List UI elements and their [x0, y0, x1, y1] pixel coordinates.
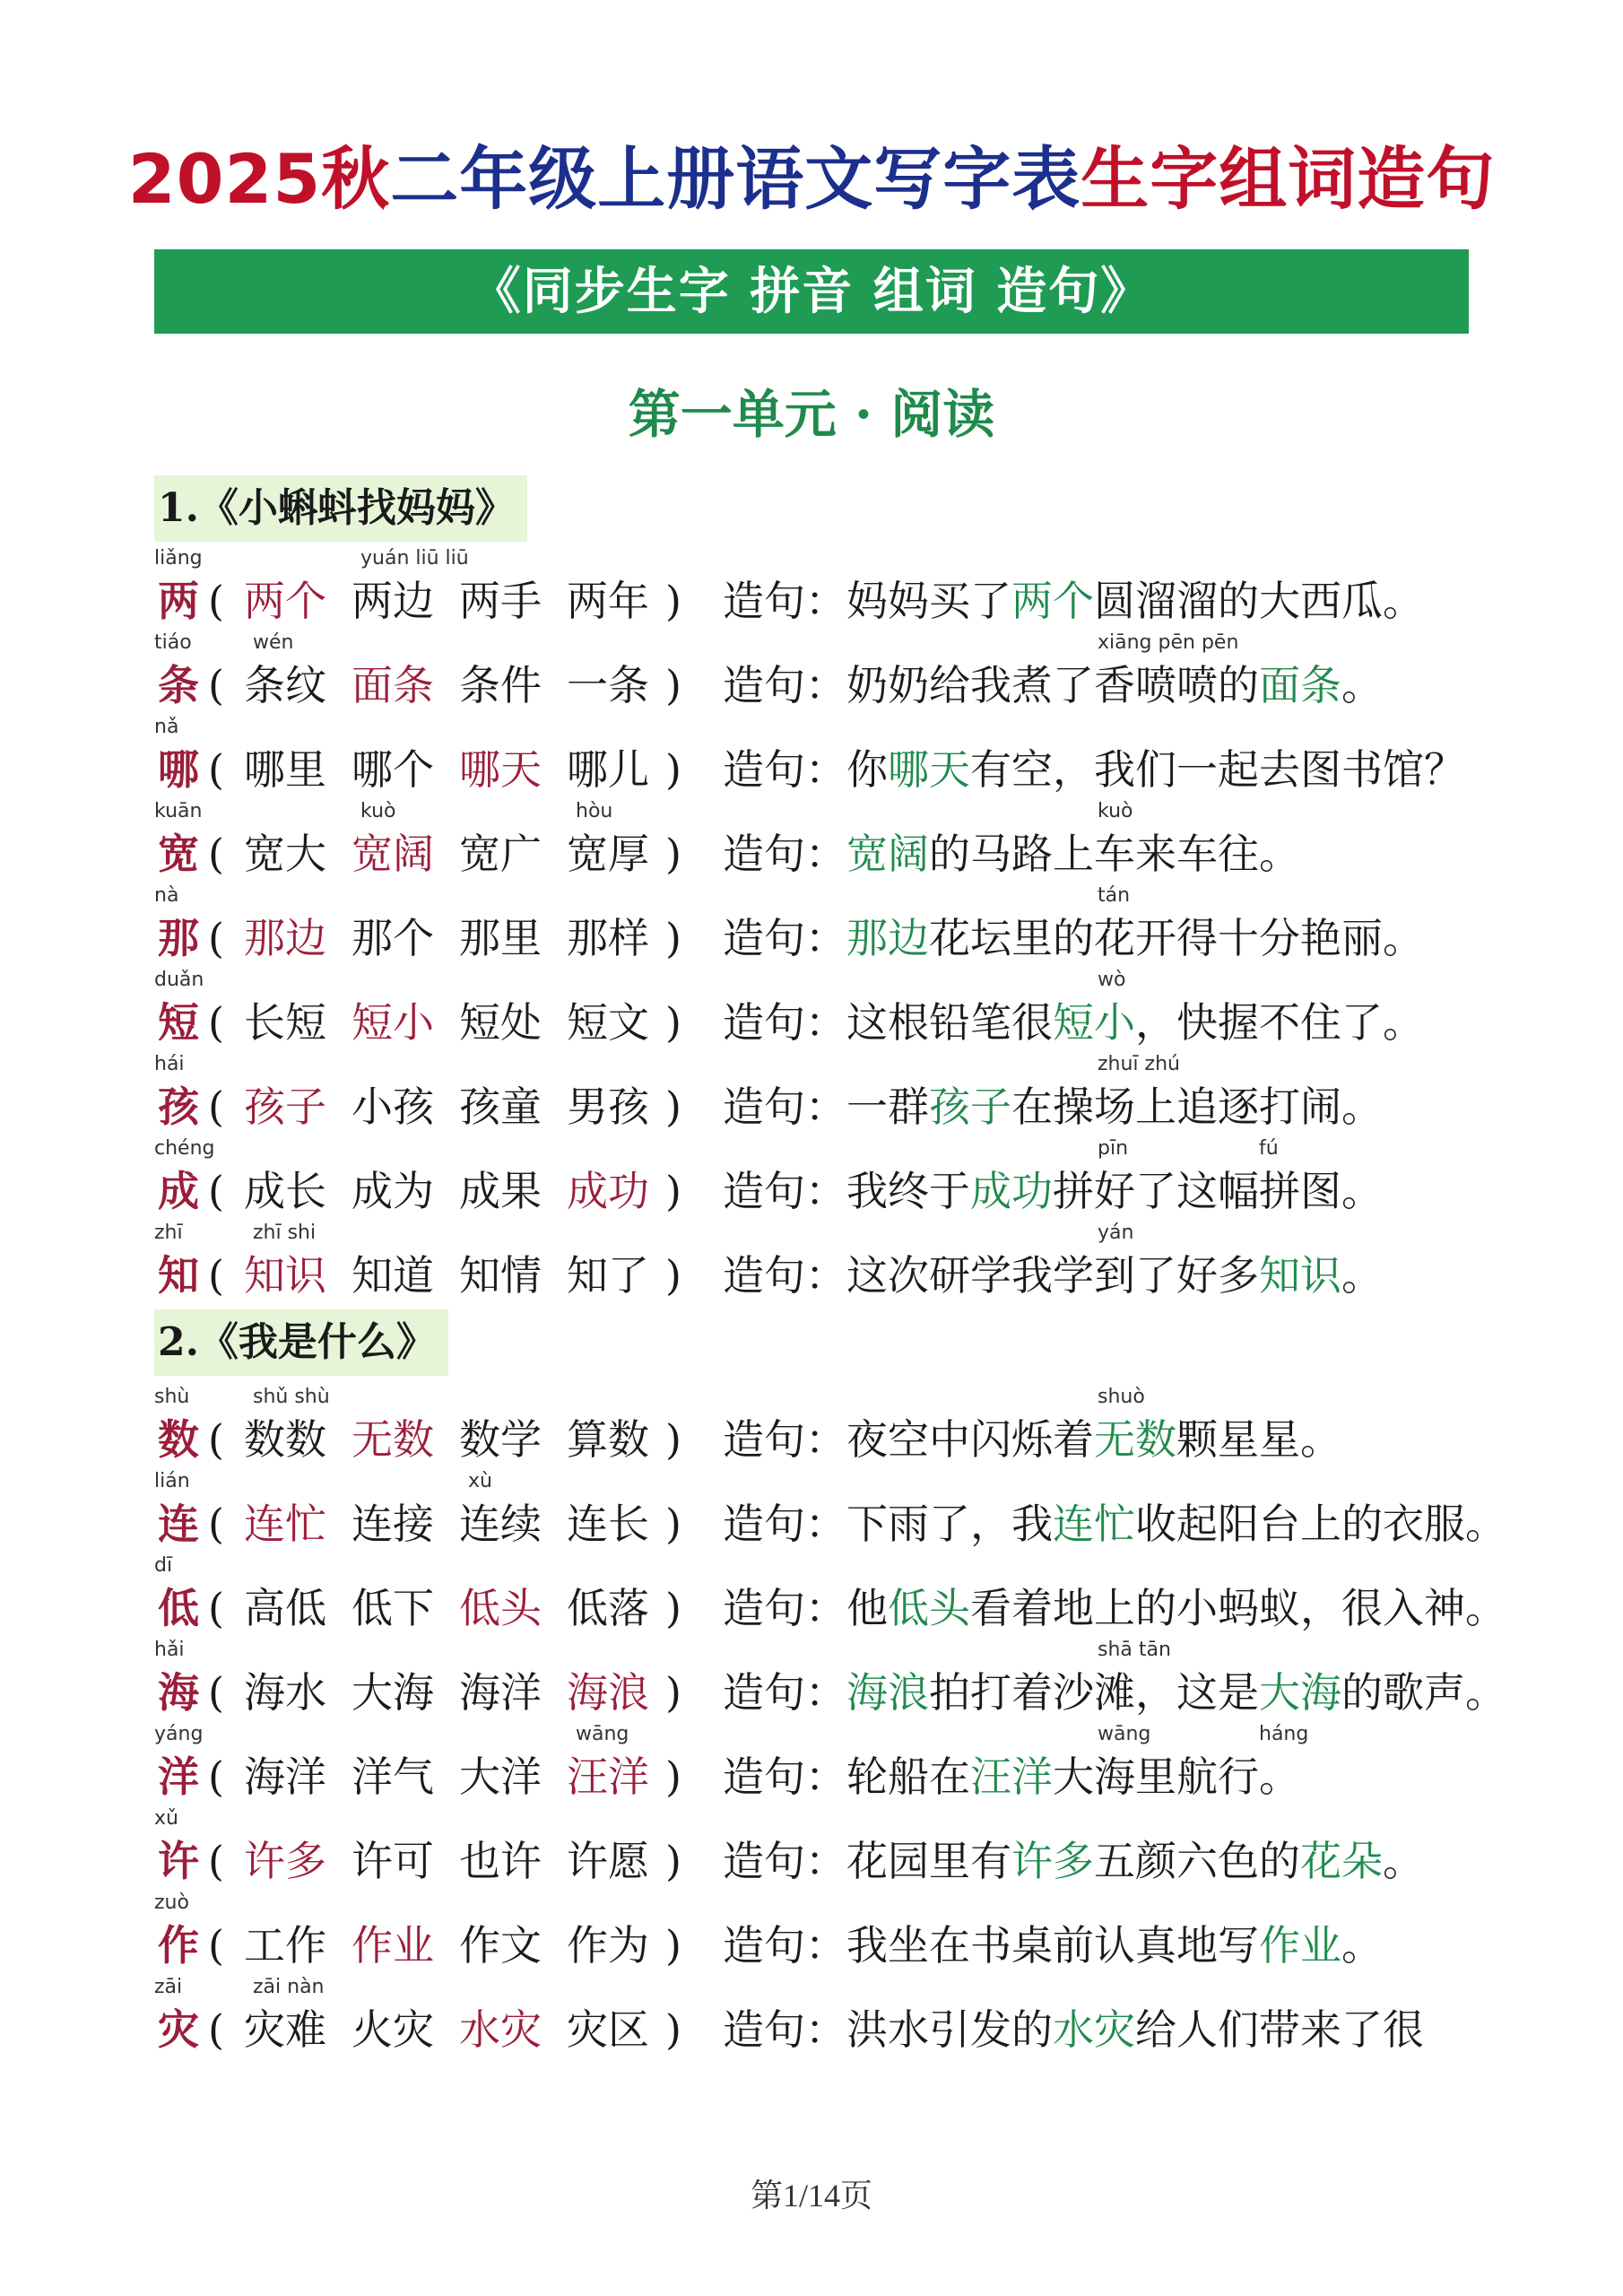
- word-4: 许愿: [567, 1837, 649, 1885]
- vocab-row: [154, 631, 1593, 718]
- sentence-text: 妈妈买了: [846, 577, 1011, 625]
- sentence-text: 奶奶给我煮了香喷喷的: [846, 661, 1259, 709]
- char-pinyin: kuān: [154, 800, 203, 822]
- open-paren: (: [208, 2005, 224, 2054]
- sentence-text: 下雨了，我: [846, 1500, 1053, 1548]
- pinyin-annotation: tán: [1098, 884, 1131, 907]
- word-4: 连长: [567, 1500, 649, 1548]
- word-2: 作业: [352, 1921, 434, 1970]
- sentence-keyword: 作业: [1259, 1921, 1341, 1970]
- word-1: 连忙: [244, 1500, 326, 1548]
- sentence-keyword: 宽阔: [846, 830, 929, 878]
- char-pinyin: lián: [154, 1470, 190, 1492]
- open-paren: (: [208, 1083, 224, 1131]
- close-paren: ): [665, 1251, 681, 1300]
- word-2: 知道: [352, 1251, 434, 1300]
- word-4: 低落: [567, 1584, 649, 1632]
- sentence-keyword: 面条: [1259, 661, 1341, 709]
- vocab-row: [154, 1807, 1593, 1893]
- pinyin-annotation: pīn: [1098, 1137, 1129, 1160]
- new-character: 连: [158, 1500, 199, 1548]
- close-paren: ): [665, 830, 681, 878]
- sentence-label: 造句：: [723, 577, 846, 625]
- word-1: 哪里: [244, 745, 326, 794]
- example-sentence: [846, 1832, 1424, 1890]
- example-sentence: [846, 572, 1424, 630]
- sentence-text: 轮船在: [846, 1752, 970, 1801]
- sentence-label: 造句：: [723, 745, 846, 794]
- open-paren: (: [208, 998, 224, 1047]
- sentence-label: 造句：: [723, 998, 846, 1047]
- vocab-row: [154, 884, 1593, 970]
- word-1: 条纹: [244, 661, 326, 709]
- new-character: 成: [158, 1167, 199, 1215]
- char-pinyin: nǎ: [154, 716, 179, 738]
- lesson-title: 2.《我是什么》: [154, 1309, 448, 1376]
- example-sentence: [846, 909, 1424, 967]
- word-3: 成果: [459, 1167, 542, 1215]
- new-character: 作: [158, 1921, 199, 1970]
- word-1: 两个: [244, 577, 326, 625]
- open-paren: (: [208, 1921, 224, 1970]
- sentence-text: 花坛里的花开得十分艳丽。: [929, 914, 1424, 962]
- sentence-label: 造句：: [723, 661, 846, 709]
- close-paren: ): [665, 577, 681, 625]
- example-sentence: [846, 741, 1465, 798]
- new-character: 那: [158, 914, 199, 962]
- sentence-text: 我坐在书桌前认真地写: [846, 1921, 1259, 1970]
- close-paren: ): [665, 1668, 681, 1717]
- example-sentence: [846, 1411, 1341, 1468]
- char-pinyin: yáng: [154, 1723, 204, 1745]
- sentence-text: 五颜六色的: [1094, 1837, 1300, 1885]
- close-paren: ): [665, 1921, 681, 1970]
- new-character: 低: [158, 1584, 199, 1632]
- word-1: 高低: [244, 1584, 326, 1632]
- sentence-keyword: 许多: [1011, 1837, 1094, 1885]
- open-paren: (: [208, 661, 224, 709]
- open-paren: (: [208, 745, 224, 794]
- close-paren: ): [665, 1167, 681, 1215]
- title-main: 二年级上册语文写字表: [390, 139, 1081, 219]
- new-character: 灾: [158, 2005, 199, 2054]
- pinyin-annotation: xiāng pēn pēn: [1098, 631, 1239, 654]
- pinyin-annotation: zāi nàn: [253, 1976, 325, 1998]
- pinyin-annotation: wāng: [576, 1723, 629, 1745]
- example-sentence: [846, 657, 1383, 714]
- word-3: 数学: [459, 1415, 542, 1464]
- word-3: 低头: [459, 1584, 542, 1632]
- sentence-text: 这根铅笔很: [846, 998, 1053, 1047]
- vocab-row: [154, 1470, 1593, 1556]
- vocab-row: [154, 1137, 1593, 1223]
- subtitle-banner: 《同步生字 拼音 组词 造句》: [154, 249, 1469, 334]
- sentence-keyword: 低头: [888, 1584, 970, 1632]
- page-title: [0, 135, 1623, 224]
- word-1: 许多: [244, 1837, 326, 1885]
- char-pinyin: hǎi: [154, 1639, 185, 1661]
- word-2: 许可: [352, 1837, 434, 1885]
- word-4: 汪洋: [567, 1752, 649, 1801]
- word-3: 作文: [459, 1921, 542, 1970]
- sentence-text: 我终于: [846, 1167, 970, 1215]
- pinyin-annotation: shā tān: [1098, 1639, 1171, 1661]
- word-3: 海洋: [459, 1668, 542, 1717]
- word-4: 宽厚: [567, 830, 649, 878]
- sentence-text: 你: [846, 745, 888, 794]
- pinyin-annotation: yán: [1098, 1222, 1134, 1244]
- sentence-keyword: 无数: [1094, 1415, 1176, 1464]
- close-paren: ): [665, 1837, 681, 1885]
- sentence-label: 造句：: [723, 1251, 846, 1300]
- pinyin-annotation: háng: [1259, 1723, 1309, 1745]
- word-4: 哪儿: [567, 745, 649, 794]
- example-sentence: [846, 1664, 1506, 1721]
- sentence-label: 造句：: [723, 1415, 846, 1464]
- example-sentence: [846, 1579, 1506, 1637]
- word-2: 大海: [352, 1668, 434, 1717]
- open-paren: (: [208, 1668, 224, 1717]
- word-2: 火灾: [352, 2005, 434, 2054]
- sentence-label: 造句：: [723, 1921, 846, 1970]
- sentence-text: 在操场上追逐打闹。: [1011, 1083, 1383, 1131]
- sentence-text: 。: [1341, 661, 1383, 709]
- sentence-text: 有空，我们一起去图书馆？: [970, 745, 1465, 794]
- close-paren: ): [665, 998, 681, 1047]
- word-1: 那边: [244, 914, 326, 962]
- sentence-label: 造句：: [723, 1668, 846, 1717]
- word-3: 知情: [459, 1251, 542, 1300]
- sentence-text: 看着地上的小蚂蚁，很入神。: [970, 1584, 1506, 1632]
- open-paren: (: [208, 577, 224, 625]
- lesson-title: 1.《小蝌蚪找妈妈》: [154, 475, 527, 542]
- open-paren: (: [208, 1415, 224, 1464]
- vocab-row: [154, 1892, 1593, 1978]
- open-paren: (: [208, 1500, 224, 1548]
- word-4: 算数: [567, 1415, 649, 1464]
- sentence-label: 造句：: [723, 1752, 846, 1801]
- word-3: 短处: [459, 998, 542, 1047]
- word-1: 海水: [244, 1668, 326, 1717]
- sentence-keyword: 大海: [1259, 1668, 1341, 1717]
- sentence-text: 一群: [846, 1083, 929, 1131]
- sentence-text: 给人们带来了很: [1135, 2005, 1424, 2054]
- char-pinyin: tiáo: [154, 631, 192, 654]
- sentence-text: 。: [1383, 1837, 1424, 1885]
- sentence-text: 夜空中闪烁着: [846, 1415, 1094, 1464]
- title-year: 2025秋: [127, 139, 391, 219]
- new-character: 哪: [158, 745, 199, 794]
- example-sentence: [846, 825, 1300, 883]
- sentence-label: 造句：: [723, 1837, 846, 1885]
- new-character: 洋: [158, 1752, 199, 1801]
- pinyin-annotation: wāng: [1098, 1723, 1151, 1745]
- new-character: 宽: [158, 830, 199, 878]
- close-paren: ): [665, 661, 681, 709]
- example-sentence: [846, 1078, 1383, 1135]
- pinyin-annotation: hòu: [576, 800, 613, 822]
- open-paren: (: [208, 914, 224, 962]
- word-1: 知识: [244, 1251, 326, 1300]
- close-paren: ): [665, 1083, 681, 1131]
- word-3: 条件: [459, 661, 542, 709]
- close-paren: ): [665, 1500, 681, 1548]
- example-sentence: [846, 1917, 1383, 1974]
- sentence-text: 他: [846, 1584, 888, 1632]
- close-paren: ): [665, 1415, 681, 1464]
- sentence-text: 。: [1341, 1921, 1383, 1970]
- word-3: 那里: [459, 914, 542, 962]
- word-2: 小孩: [352, 1083, 434, 1131]
- sentence-text: 大海里航行。: [1053, 1752, 1300, 1801]
- new-character: 许: [158, 1837, 199, 1885]
- sentence-text: 的马路上车来车往。: [929, 830, 1300, 878]
- word-3: 宽广: [459, 830, 542, 878]
- char-pinyin: duǎn: [154, 969, 204, 991]
- word-2: 洋气: [352, 1752, 434, 1801]
- word-1: 成长: [244, 1167, 326, 1215]
- word-2: 宽阔: [352, 830, 434, 878]
- new-character: 两: [158, 577, 199, 625]
- pinyin-annotation: shuò: [1098, 1386, 1145, 1408]
- sentence-label: 造句：: [723, 830, 846, 878]
- example-sentence: [846, 1162, 1383, 1220]
- vocab-row: [154, 1554, 1593, 1640]
- sentence-keyword: 短小: [1053, 998, 1135, 1047]
- word-1: 宽大: [244, 830, 326, 878]
- word-2: 无数: [352, 1415, 434, 1464]
- pinyin-annotation: wò: [1098, 969, 1126, 991]
- word-4: 作为: [567, 1921, 649, 1970]
- open-paren: (: [208, 1584, 224, 1632]
- open-paren: (: [208, 1251, 224, 1300]
- close-paren: ): [665, 2005, 681, 2054]
- word-2: 那个: [352, 914, 434, 962]
- word-1: 数数: [244, 1415, 326, 1464]
- char-pinyin: shù: [154, 1386, 190, 1408]
- word-3: 连续: [459, 1500, 542, 1548]
- sentence-keyword: 知识: [1259, 1251, 1341, 1300]
- char-pinyin: dī: [154, 1554, 173, 1577]
- new-character: 海: [158, 1668, 199, 1717]
- open-paren: (: [208, 1837, 224, 1885]
- word-1: 海洋: [244, 1752, 326, 1801]
- open-paren: (: [208, 830, 224, 878]
- sentence-text: 花园里有: [846, 1837, 1011, 1885]
- word-1: 孩子: [244, 1083, 326, 1131]
- close-paren: ): [665, 914, 681, 962]
- sentence-text: 洪水引发的: [846, 2005, 1053, 2054]
- example-sentence: [846, 2001, 1424, 2058]
- sentence-label: 造句：: [723, 1500, 846, 1548]
- word-3: 孩童: [459, 1083, 542, 1131]
- close-paren: ): [665, 745, 681, 794]
- sentence-text: 拍打着沙滩，这是: [929, 1668, 1259, 1717]
- vocab-row: [154, 1222, 1593, 1308]
- sentence-text: 圆溜溜的大西瓜。: [1094, 577, 1424, 625]
- open-paren: (: [208, 1167, 224, 1215]
- new-character: 孩: [158, 1083, 199, 1131]
- word-3: 也许: [459, 1837, 542, 1885]
- example-sentence: [846, 994, 1424, 1051]
- word-2: 低下: [352, 1584, 434, 1632]
- vocab-row: [154, 716, 1593, 802]
- sentence-keyword: 花朵: [1300, 1837, 1383, 1885]
- sentence-keyword: 哪天: [888, 745, 970, 794]
- vocab-row: [154, 547, 1593, 633]
- word-1: 灾难: [244, 2005, 326, 2054]
- new-character: 条: [158, 661, 199, 709]
- sentence-text: 颗星星。: [1176, 1415, 1341, 1464]
- char-pinyin: chéng: [154, 1137, 215, 1160]
- vocab-row: [154, 1053, 1593, 1139]
- sentence-text: 收起阳台上的衣服。: [1135, 1500, 1506, 1548]
- sentence-text: 拼好了这幅拼图。: [1053, 1167, 1383, 1215]
- sentence-keyword: 孩子: [929, 1083, 1011, 1131]
- sentence-keyword: 连忙: [1053, 1500, 1135, 1548]
- word-4: 男孩: [567, 1083, 649, 1131]
- word-4: 两年: [567, 577, 649, 625]
- pinyin-annotation: shǔ shù: [253, 1386, 330, 1408]
- pinyin-annotation: yuán liū liū: [360, 547, 469, 570]
- sentence-keyword: 成功: [970, 1167, 1053, 1215]
- pinyin-annotation: zhuī zhú: [1098, 1053, 1180, 1075]
- pinyin-annotation: kuò: [1098, 800, 1133, 822]
- word-2: 哪个: [352, 745, 434, 794]
- word-4: 成功: [567, 1167, 649, 1215]
- sentence-label: 造句：: [723, 2005, 846, 2054]
- sentence-keyword: 海浪: [846, 1668, 929, 1717]
- pinyin-annotation: fú: [1259, 1137, 1279, 1160]
- word-2: 短小: [352, 998, 434, 1047]
- word-4: 知了: [567, 1251, 649, 1300]
- word-4: 短文: [567, 998, 649, 1047]
- sentence-keyword: 汪洋: [970, 1752, 1053, 1801]
- page-number: 第1/14页: [750, 2178, 872, 2213]
- example-sentence: [846, 1495, 1506, 1552]
- char-pinyin: xǔ: [154, 1807, 178, 1830]
- title-topic: 生字组词造句: [1081, 139, 1496, 219]
- sentence-keyword: 两个: [1011, 577, 1094, 625]
- word-4: 那样: [567, 914, 649, 962]
- sentence-label: 造句：: [723, 1167, 846, 1215]
- new-character: 数: [158, 1415, 199, 1464]
- pinyin-annotation: zhī shi: [253, 1222, 317, 1244]
- vocab-row: [154, 969, 1593, 1055]
- vocab-row: [154, 1723, 1593, 1809]
- char-pinyin: nà: [154, 884, 179, 907]
- word-2: 面条: [352, 661, 434, 709]
- sentence-keyword: 水灾: [1053, 2005, 1135, 2054]
- close-paren: ): [665, 1752, 681, 1801]
- sentence-text: 的歌声。: [1341, 1668, 1506, 1717]
- unit-heading: 第一单元 · 阅读: [628, 384, 995, 445]
- word-1: 工作: [244, 1921, 326, 1970]
- char-pinyin: zhī: [154, 1222, 183, 1244]
- sentence-label: 造句：: [723, 914, 846, 962]
- vocab-row: [154, 1639, 1593, 1725]
- word-3: 哪天: [459, 745, 542, 794]
- example-sentence: [846, 1748, 1300, 1805]
- pinyin-annotation: wén: [253, 631, 294, 654]
- word-1: 长短: [244, 998, 326, 1047]
- sentence-label: 造句：: [723, 1083, 846, 1131]
- sentence-text: 。: [1341, 1251, 1383, 1300]
- word-3: 两手: [459, 577, 542, 625]
- word-3: 大洋: [459, 1752, 542, 1801]
- example-sentence: [846, 1247, 1383, 1304]
- sentence-text: 这次研学我学到了好多: [846, 1251, 1259, 1300]
- word-4: 海浪: [567, 1668, 649, 1717]
- word-3: 水灾: [459, 2005, 542, 2054]
- sentence-keyword: 那边: [846, 914, 929, 962]
- new-character: 知: [158, 1251, 199, 1300]
- char-pinyin: liǎng: [154, 547, 203, 570]
- sentence-text: ，快握不住了。: [1135, 998, 1424, 1047]
- word-4: 灾区: [567, 2005, 649, 2054]
- word-4: 一条: [567, 661, 649, 709]
- open-paren: (: [208, 1752, 224, 1801]
- new-character: 短: [158, 998, 199, 1047]
- vocab-row: [154, 800, 1593, 886]
- word-2: 连接: [352, 1500, 434, 1548]
- word-2: 两边: [352, 577, 434, 625]
- vocab-row: [154, 1976, 1593, 2062]
- char-pinyin: zāi: [154, 1976, 183, 1998]
- char-pinyin: hái: [154, 1053, 185, 1075]
- pinyin-annotation: xù: [468, 1470, 492, 1492]
- close-paren: ): [665, 1584, 681, 1632]
- sentence-label: 造句：: [723, 1584, 846, 1632]
- pinyin-annotation: kuò: [360, 800, 396, 822]
- vocab-row: [154, 1386, 1593, 1472]
- char-pinyin: zuò: [154, 1892, 189, 1914]
- word-2: 成为: [352, 1167, 434, 1215]
